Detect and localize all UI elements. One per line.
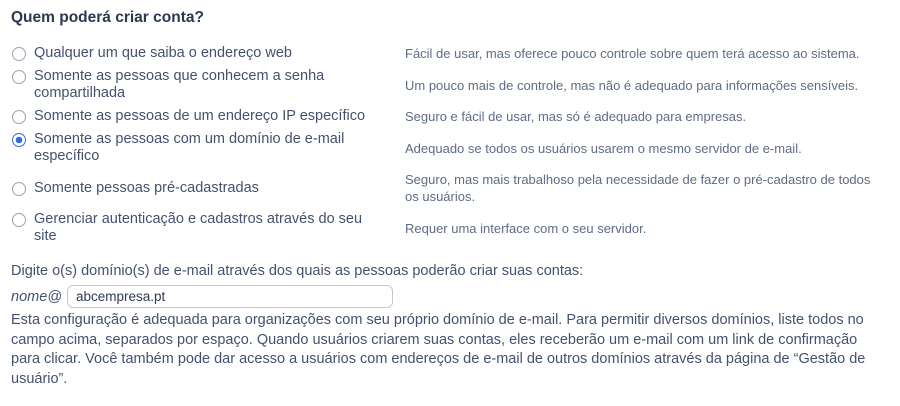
option-row-shared-password xyxy=(11,68,890,102)
option-preregistered-only[interactable] xyxy=(11,180,405,197)
option-label[interactable]: Gerenciar autenticação e cadastros através do seu site xyxy=(34,211,363,244)
email-domain-input[interactable] xyxy=(67,285,393,308)
radio-button[interactable] xyxy=(12,70,26,84)
option-description: Um pouco mais de controle, mas não é adequado para informações sensíveis. xyxy=(405,77,859,93)
option-description: Adequado se todos os usuários usarem o mesmo servidor de e-mail. xyxy=(405,140,802,156)
radio-button[interactable] xyxy=(12,47,26,61)
radio-button[interactable] xyxy=(12,213,26,227)
option-row-specific-ip xyxy=(11,108,890,125)
option-label[interactable]: Somente as pessoas com um domínio de e-mail específico xyxy=(34,131,345,164)
option-specific-ip[interactable] xyxy=(11,108,405,125)
option-description: Seguro, mas mais trabalhoso pela necessidade de fazer o pré-cadastro de todos os usuários. xyxy=(405,172,871,204)
domain-instruction: Digite o(s) domínio(s) de e-mail através dos quais as pessoas poderão criar suas contas: xyxy=(11,263,584,279)
option-description: Seguro e fácil de usar, mas só é adequado para empresas. xyxy=(405,109,747,124)
option-shared-password[interactable] xyxy=(11,68,405,102)
page-title: Quem poderá criar conta? xyxy=(11,9,204,26)
option-specific-email-domain[interactable] xyxy=(11,131,405,165)
option-row-anyone-web-address xyxy=(11,45,890,62)
option-description: Requer uma interface com o seu servidor. xyxy=(405,220,647,236)
radio-button[interactable] xyxy=(12,182,26,196)
options-list xyxy=(11,45,890,245)
email-domain-section xyxy=(11,262,890,389)
option-label[interactable]: Somente as pessoas de um endereço IP específico xyxy=(34,108,366,124)
domain-input-prefix: nome@ xyxy=(11,288,62,305)
option-label[interactable]: Qualquer um que saiba o endereço web xyxy=(34,45,292,61)
option-row-external-auth xyxy=(11,211,890,245)
option-description: Fácil de usar, mas oferece pouco controle sobre quem terá acesso ao sistema. xyxy=(405,46,860,61)
option-label[interactable]: Somente pessoas pré-cadastradas xyxy=(34,179,259,196)
option-anyone-web-address[interactable] xyxy=(11,45,405,62)
option-label[interactable]: Somente as pessoas que conhecem a senha compartilhada xyxy=(34,68,325,101)
option-external-auth[interactable] xyxy=(11,211,405,245)
radio-button[interactable] xyxy=(12,133,26,147)
option-row-specific-email-domain xyxy=(11,131,890,165)
domain-help-text: Esta configuração é adequada para organizações com seu próprio domínio de e-mail. Para permitir diversos domínios, liste todos no campo acima, separados por espaço. Quando usuários criarem suas contas, eles receberão um e-mail com um link de confirmação para clicar. Você também pode dar acesso a usuários com endereços de e-mail de outros domínios através da página de “Gestão de usuário”. xyxy=(11,312,866,387)
radio-button[interactable] xyxy=(12,110,26,124)
domain-input-row xyxy=(11,285,890,308)
option-row-preregistered-only xyxy=(11,171,890,205)
